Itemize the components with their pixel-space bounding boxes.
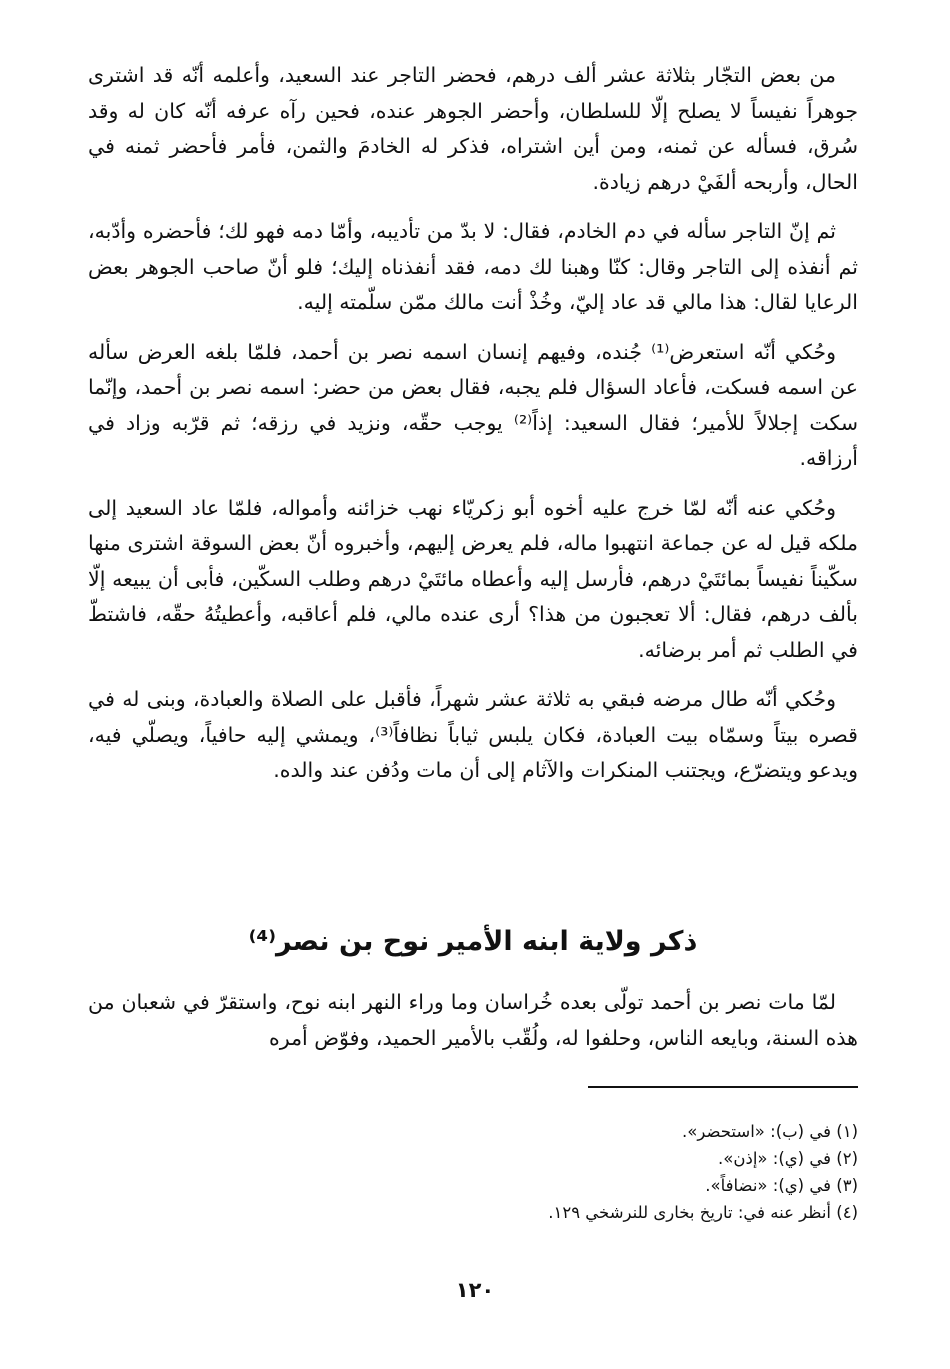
paragraph-4: وحُكي عنه أنّه لمّا خرج عليه أخوه أبو زكريّاء نهب خزائنه وأمواله، فلمّا عاد السعيد إلى ملكه قيل له عن جماعة انتهبوا ماله، فلم يعرض إليهم، وأخبروه أنّ بعض السوقة اشترى منها سكّيناً نفيساً بمائتَيْ درهم، فأرسل إليه وأعطاه مائتَيْ درهم وطلب السكّين، فأبى أن يبيعه إلّا بألف درهم، فقال: ألا تعجبون من هذا؟ أرى عنده مالي، فلم أعاقبه، وأعطيتُهُ حقّه، فاشتطّ في الطلب ثم أمر برضائه.	[88, 495, 858, 662]
footnote-separator	[588, 1086, 858, 1088]
section-text	[88, 985, 858, 1056]
main-text	[88, 58, 858, 789]
footnote-3: (٣) في (ي): «نضافاً».	[705, 1176, 858, 1195]
page-number: ١٢٠	[455, 1278, 495, 1302]
section-heading: ذكر ولاية ابنه الأمير نوح بن نصر⁽⁴⁾	[248, 926, 698, 957]
paragraph-1: من بعض التجّار بثلاثة عشر ألف درهم، فحضر التاجر عند السعيد، وأعلمه أنّه قد اشترى جوهراً نفيساً لا يصلح إلّا للسلطان، وأحضر الجوهر عنده، فحين رآه عرفه أنّه كان له وقد سُرق، فسأله عن ثمنه، ومن أين اشتراه، فذكر له الخادمَ والثمن، فأمر فأحضر ثمنه في الحال، وأربحه ألفَيْ درهم زيادة.	[88, 63, 858, 194]
paragraph-3: وحُكي أنّه استعرض⁽¹⁾ جُنده، وفيهم إنسان اسمه نصر بن أحمد، فلمّا بلغه العرض سأله عن اسمه فسكت، فأعاد السؤال فلم يجبه، فقال بعض من حضر: اسمه نصر بن أحمد، وإنّما سكت إجلالاً للأمير؛ فقال السعيد: إذاً⁽²⁾ يوجب حقّه، ونزيد في رزقه؛ ثم قرّبه وزاد في أرزاقه.	[88, 339, 858, 470]
footnote-1: (١) في (ب): «استحضر».	[682, 1122, 858, 1141]
footnote-2: (٢) في (ي): «إذن».	[718, 1149, 858, 1168]
footnote-4: (٤) أنظر عنه في: تاريخ بخارى للنرشخي ١٢٩.	[548, 1203, 858, 1222]
paragraph-6: لمّا مات نصر بن أحمد تولّى بعده خُراسان وما وراء النهر ابنه نوح، واستقرّ في شعبان من هذه السنة، وبايعه الناس، وحلفوا له، ولُقّب بالأمير الحميد، وفوّض أمره	[88, 990, 858, 1050]
paragraph-2: ثم إنّ التاجر سأله في دم الخادم، فقال: لا بدّ من تأديبه، وأمّا دمه فهو لك؛ فأحضره وأدّبه، ثم أنفذه إلى التاجر وقال: كنّا وهبنا لك دمه، فقد أنفذناه إليك؛ فلو أنّ صاحب الجوهر بعض الرعايا لقال: هذا مالي قد عاد إليّ، وخُذْ أنت مالك ممّن سلّمته إليه.	[88, 219, 858, 314]
paragraph-5: وحُكي أنّه طال مرضه فبقي به ثلاثة عشر شهراً، فأقبل على الصلاة والعبادة، وبنى له في قصره بيتاً وسمّاه بيت العبادة، فكان يلبس ثياباً نظافاً⁽³⁾، ويمشي إليه حافياً، ويصلّي فيه، ويدعو ويتضرّع، ويجتنب المنكرات والآثام إلى أن مات ودُفن عند والده.	[88, 687, 858, 782]
footnotes-list	[88, 1118, 858, 1226]
